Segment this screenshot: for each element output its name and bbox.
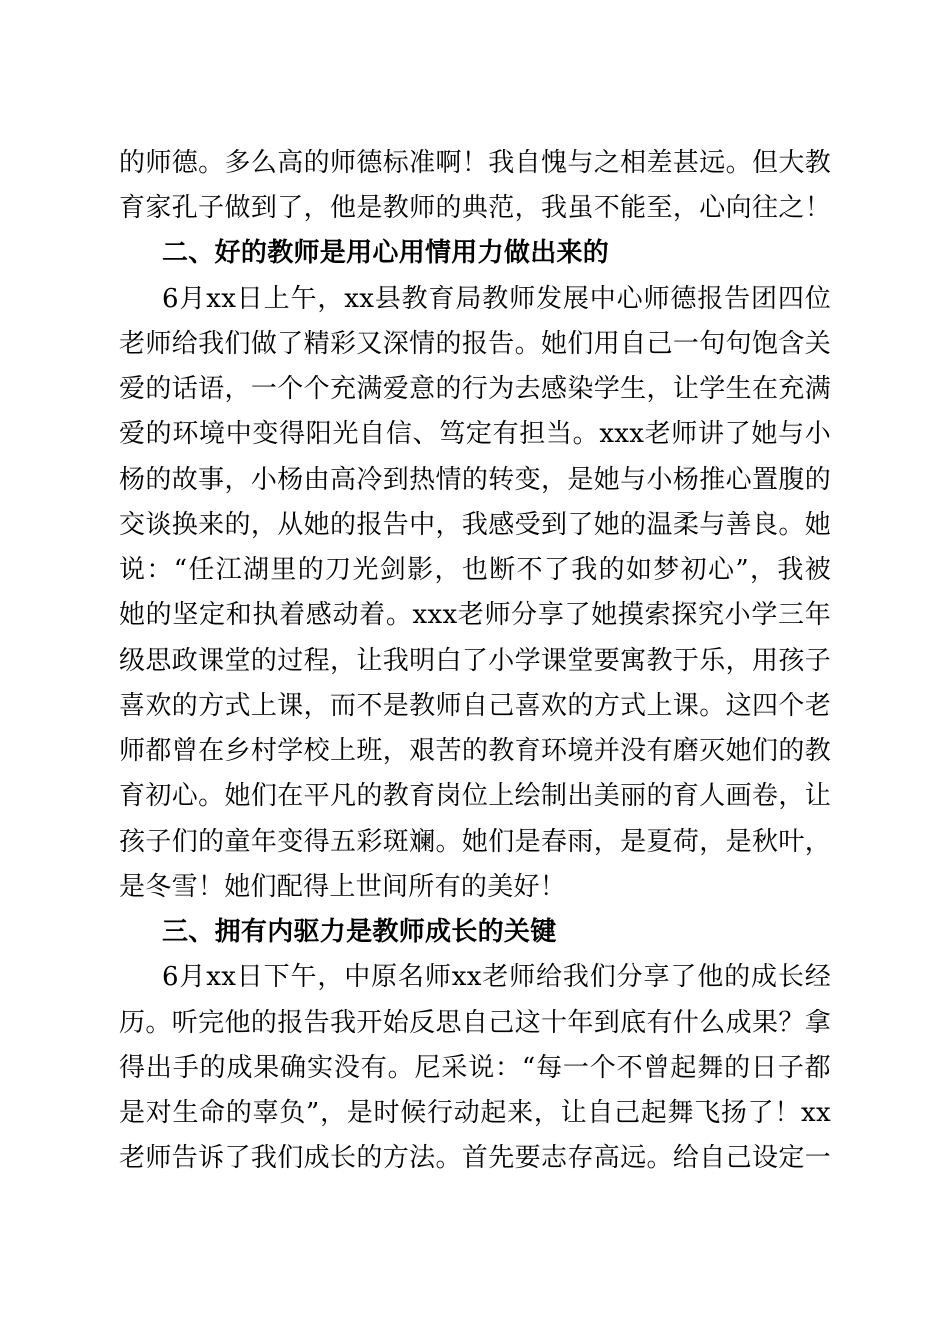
body-text-line: 育初心。她们在平凡的教育岗位上绘制出美丽的育人画卷，让 (119, 781, 831, 811)
body-text-line: 是对生命的辜负”，是时候行动起来，让自己起舞飞扬了！xx (119, 1098, 831, 1128)
body-text-line: 老师告诉了我们成长的方法。首先要志存高远。给自己设定一 (119, 1143, 831, 1173)
body-text-line: 得出手的成果确实没有。尼采说：“每一个不曾起舞的日子都 (119, 1053, 831, 1083)
paragraph-first-line: 6月xx日上午，xx县教育局教师发展中心师德报告团四位 (162, 284, 831, 314)
section-heading-2: 二、好的教师是用心用情用力做出来的 (162, 238, 610, 268)
body-text-line: 交谈换来的，从她的报告中，我感受到了她的温柔与善良。她 (119, 510, 831, 540)
paragraph-last-line: 是冬雪！她们配得上世间所有的美好！ (119, 872, 567, 902)
body-text-line: 历。听完他的报告我开始反思自己这十年到底有什么成果？拿 (119, 1008, 831, 1038)
body-text-line: 她的坚定和执着感动着。xxx老师分享了她摸索探究小学三年 (119, 600, 831, 630)
paragraph-first-line: 6月xx日下午，中原名师xx老师给我们分享了他的成长经 (162, 962, 831, 992)
body-text-line: 杨的故事，小杨由高冷到热情的转变，是她与小杨推心置腹的 (119, 465, 831, 495)
body-text-line: 级思政课堂的过程，让我明白了小学课堂要寓教于乐，用孩子 (119, 646, 831, 676)
body-text-line: 爱的话语，一个个充满爱意的行为去感染学生，让学生在充满 (119, 374, 831, 404)
body-text-line: 的师德。多么高的师德标准啊！我自愧与之相差甚远。但大教 (119, 148, 831, 178)
body-text-line: 师都曾在乡村学校上班，艰苦的教育环境并没有磨灭她们的教 (119, 736, 831, 766)
body-text-line: 爱的环境中变得阳光自信、笃定有担当。xxx老师讲了她与小 (119, 419, 831, 449)
body-text-line: 喜欢的方式上课，而不是教师自己喜欢的方式上课。这四个老 (119, 691, 831, 721)
body-text-line: 老师给我们做了精彩又深情的报告。她们用自己一句句饱含关 (119, 329, 831, 359)
body-text-line: 孩子们的童年变得五彩斑斓。她们是春雨，是夏荷，是秋叶， (119, 827, 831, 857)
section-heading-3: 三、拥有内驱力是教师成长的关键 (162, 917, 557, 947)
body-text-line: 说：“任江湖里的刀光剑影，也断不了我的如梦初心”，我被 (119, 555, 831, 585)
body-text-line: 育家孔子做到了，他是教师的典范，我虽不能至，心向往之！ (119, 193, 831, 223)
